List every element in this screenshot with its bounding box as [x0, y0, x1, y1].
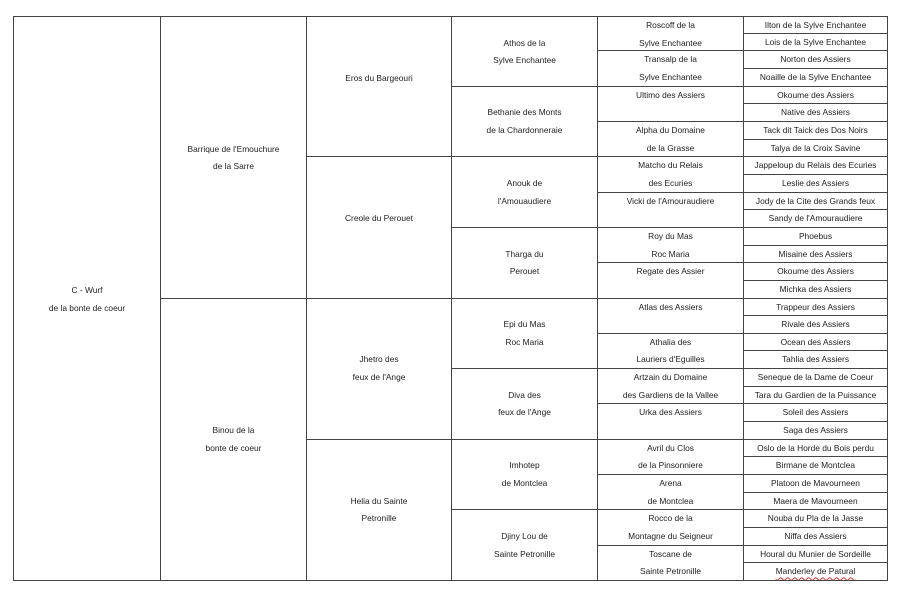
great-grandparent-cell: [452, 510, 598, 581]
cell-line: Sylve Enchantee: [639, 37, 702, 48]
great-grandparent-cell: [452, 369, 598, 440]
cell-line: Sylve Enchantee: [493, 55, 556, 66]
gen5-cell: [744, 510, 888, 528]
cell-line: Noaille de la Sylve Enchantee: [759, 71, 872, 82]
gen5-cell: [744, 563, 888, 581]
gen5-cell: [744, 140, 888, 158]
gen5-cell: [744, 546, 888, 564]
gen4-cell: [598, 87, 744, 122]
cell-line: Jhetro des: [359, 354, 399, 365]
cell-line: Rivale des Assiers: [781, 319, 850, 330]
cell-line: Sandy de l'Amouraudiere: [768, 213, 863, 224]
gen5-cell: [744, 316, 888, 334]
cell-line: Bethanie des Monts: [487, 107, 562, 118]
cell-line: Montagne du Seigneur: [628, 531, 713, 542]
gen5-cell: [744, 440, 888, 458]
cell-line: Djiny Lou de: [501, 531, 548, 542]
cell-line: de la Sarre: [213, 161, 254, 172]
cell-line: Michka des Assiers: [779, 283, 852, 294]
gen4-cell: [598, 16, 744, 51]
cell-line: de la Grasse: [646, 142, 695, 153]
gen5-cell: [744, 69, 888, 87]
cell-line: Niffa des Assiers: [784, 531, 847, 542]
cell-line: Norton des Assiers: [780, 54, 851, 65]
gen5-cell: [744, 351, 888, 369]
gen5-cell: [744, 34, 888, 52]
cell-line: Sylve Enchantee: [639, 71, 702, 82]
subject-cell: [14, 16, 161, 581]
gen4-cell: [598, 369, 744, 404]
gen5-cell: [744, 228, 888, 246]
cell-line: Avril du Clos: [647, 442, 694, 453]
great-grandparent-cell: [452, 440, 598, 511]
great-grandparent-cell: [452, 87, 598, 158]
pedigree-table: [13, 16, 888, 581]
gen4-cell: [598, 122, 744, 157]
cell-line: Vicki de l'Amouraudiere: [626, 195, 715, 206]
gen4-cell: [598, 475, 744, 510]
cell-line: Diva des: [508, 389, 541, 400]
cell-line: Sainte Petronille: [640, 566, 701, 577]
cell-line: Creole du Perouet: [345, 213, 413, 224]
gen4-cell: [598, 157, 744, 192]
cell-line: Perouet: [509, 266, 540, 277]
great-grandparent-cell: [452, 228, 598, 299]
cell-line: Helia du Sainte: [350, 495, 408, 506]
cell-line: Atlas des Assiers: [638, 301, 703, 312]
cell-line: Tahlia des Assiers: [781, 354, 850, 365]
cell-line: Eros du Bargeouri: [345, 72, 413, 83]
cell-line: Misaine des Assiers: [778, 248, 853, 259]
cell-line: Soleil des Assiers: [782, 407, 849, 418]
grandparent-cell: [307, 299, 452, 440]
cell-line: Artzain du Domaine: [633, 372, 708, 383]
cell-line: Birmane de Montclea: [775, 460, 856, 471]
gen4-cell: [598, 228, 744, 263]
gen5-cell: [744, 369, 888, 387]
cell-line: Ocean des Assiers: [780, 336, 851, 347]
cell-line: Ilton de la Sylve Enchantee: [764, 20, 867, 30]
cell-line: de Montclea: [501, 478, 548, 489]
cell-line: Imhotep: [509, 460, 540, 471]
gen5-cell: [744, 528, 888, 546]
cell-line: de Montclea: [647, 495, 694, 506]
cell-line: Seneque de la Dame de Coeur: [757, 372, 874, 383]
cell-line: Tharga du: [505, 248, 544, 259]
gen4-cell: [598, 263, 744, 298]
cell-line: l'Amouaudiere: [497, 195, 552, 206]
great-grandparent-cell: [452, 299, 598, 370]
cell-line: Okoume des Assiers: [777, 266, 854, 277]
cell-line: Nouba du Pla de la Jasse: [767, 513, 864, 524]
cell-line: Trappeur des Assiers: [776, 301, 855, 312]
cell-line: Okoume des Assiers: [777, 89, 854, 100]
cell-line: feux de l'Ange: [352, 372, 406, 383]
cell-line: Roscoff de la: [646, 20, 695, 30]
cell-line: Rocco de la: [648, 513, 693, 524]
cell-line: Manderley de Patural: [775, 566, 856, 577]
grandparent-cell: [307, 16, 452, 157]
cell-line: Leslie des Assiers: [781, 177, 850, 188]
cell-line: Platoon de Mavourneen: [771, 478, 860, 489]
gen5-cell: [744, 299, 888, 317]
gen5-cell: [744, 16, 888, 34]
cell-line: Saga des Assiers: [783, 425, 848, 436]
gen4-cell: [598, 404, 744, 439]
gen4-cell: [598, 51, 744, 86]
cell-line: Jappeloup du Relais des Ecuries: [754, 160, 877, 171]
gen5-cell: [744, 51, 888, 69]
gen5-cell: [744, 193, 888, 211]
cell-line: Transalp de la: [644, 54, 697, 65]
cell-line: Epi du Mas: [503, 319, 546, 330]
cell-line: Roc Maria: [505, 336, 544, 347]
cell-line: Maera de Mavourneen: [773, 495, 858, 506]
gen5-cell: [744, 334, 888, 352]
cell-line: Tack dit Taick des Dos Noirs: [763, 124, 868, 135]
cell-line: Anouk de: [506, 177, 543, 188]
cell-line: feux de l'Ange: [498, 407, 551, 418]
cell-line: Lauriers d'Eguilles: [636, 354, 705, 365]
gen5-cell: [744, 475, 888, 493]
gen4-cell: [598, 299, 744, 334]
gen5-cell: [744, 263, 888, 281]
cell-line: Native des Assiers: [781, 107, 850, 118]
cell-line: Tara du Gardien de la Puissance: [754, 389, 877, 400]
cell-line: Urka des Assiers: [639, 407, 702, 418]
cell-line: Matcho du Relais: [638, 160, 703, 171]
parent-cell: [161, 299, 307, 582]
cell-line: Regate des Assier: [636, 266, 705, 277]
gen4-cell: [598, 546, 744, 581]
cell-line: Arena: [659, 478, 682, 489]
gen5-cell: [744, 457, 888, 475]
great-grandparent-cell: [452, 16, 598, 87]
gen5-cell: [744, 175, 888, 193]
cell-line: Athalia des: [649, 336, 692, 347]
cell-line: Oslo de la Horde du Bois perdu: [757, 442, 874, 453]
gen5-cell: [744, 87, 888, 105]
gen5-cell: [744, 246, 888, 264]
gen5-cell: [744, 122, 888, 140]
cell-line: Petronille: [361, 513, 397, 524]
gen5-cell: [744, 104, 888, 122]
cell-line: bonte de coeur: [205, 442, 262, 453]
parent-cell: [161, 16, 307, 299]
cell-line: Binou de la: [212, 425, 255, 436]
great-grandparent-cell: [452, 157, 598, 228]
cell-line: Athos de la: [503, 37, 546, 48]
cell-line: Ultimo des Assiers: [636, 89, 705, 100]
cell-line: des Ecuries: [648, 177, 693, 188]
cell-line: Phoebus: [798, 230, 833, 241]
cell-line: Lois de la Sylve Enchantee: [764, 36, 867, 47]
cell-line: Roy du Mas: [648, 230, 693, 241]
grandparent-cell: [307, 440, 452, 581]
gen4-cell: [598, 334, 744, 369]
cell-line: C - Wurf: [71, 284, 103, 295]
gen5-cell: [744, 281, 888, 299]
cell-line: Sainte Petronille: [494, 548, 555, 559]
cell-line: de la bonte de coeur: [48, 302, 126, 313]
gen4-cell: [598, 193, 744, 228]
cell-line: des Gardiens de la Vallee: [622, 389, 719, 400]
gen5-cell: [744, 387, 888, 405]
grandparent-cell: [307, 157, 452, 298]
cell-line: Roc Maria: [651, 248, 690, 259]
cell-line: Talya de la Croix Savine: [770, 142, 861, 153]
cell-line: Jody de la Cite des Grands feux: [755, 195, 876, 206]
gen5-cell: [744, 422, 888, 440]
gen5-cell: [744, 493, 888, 511]
cell-line: Houral du Munier de Sordeille: [760, 548, 871, 559]
gen4-cell: [598, 440, 744, 475]
gen5-cell: [744, 157, 888, 175]
gen5-cell: [744, 404, 888, 422]
cell-line: Alpha du Domaine: [636, 124, 705, 135]
gen4-cell: [598, 510, 744, 545]
cell-line: de la Pinsonniere: [638, 460, 703, 471]
cell-line: de la Chardonneraie: [486, 124, 563, 135]
cell-line: Barrique de l'Emouchure: [187, 143, 280, 154]
gen5-cell: [744, 210, 888, 228]
cell-line: Toscane de: [649, 548, 692, 559]
